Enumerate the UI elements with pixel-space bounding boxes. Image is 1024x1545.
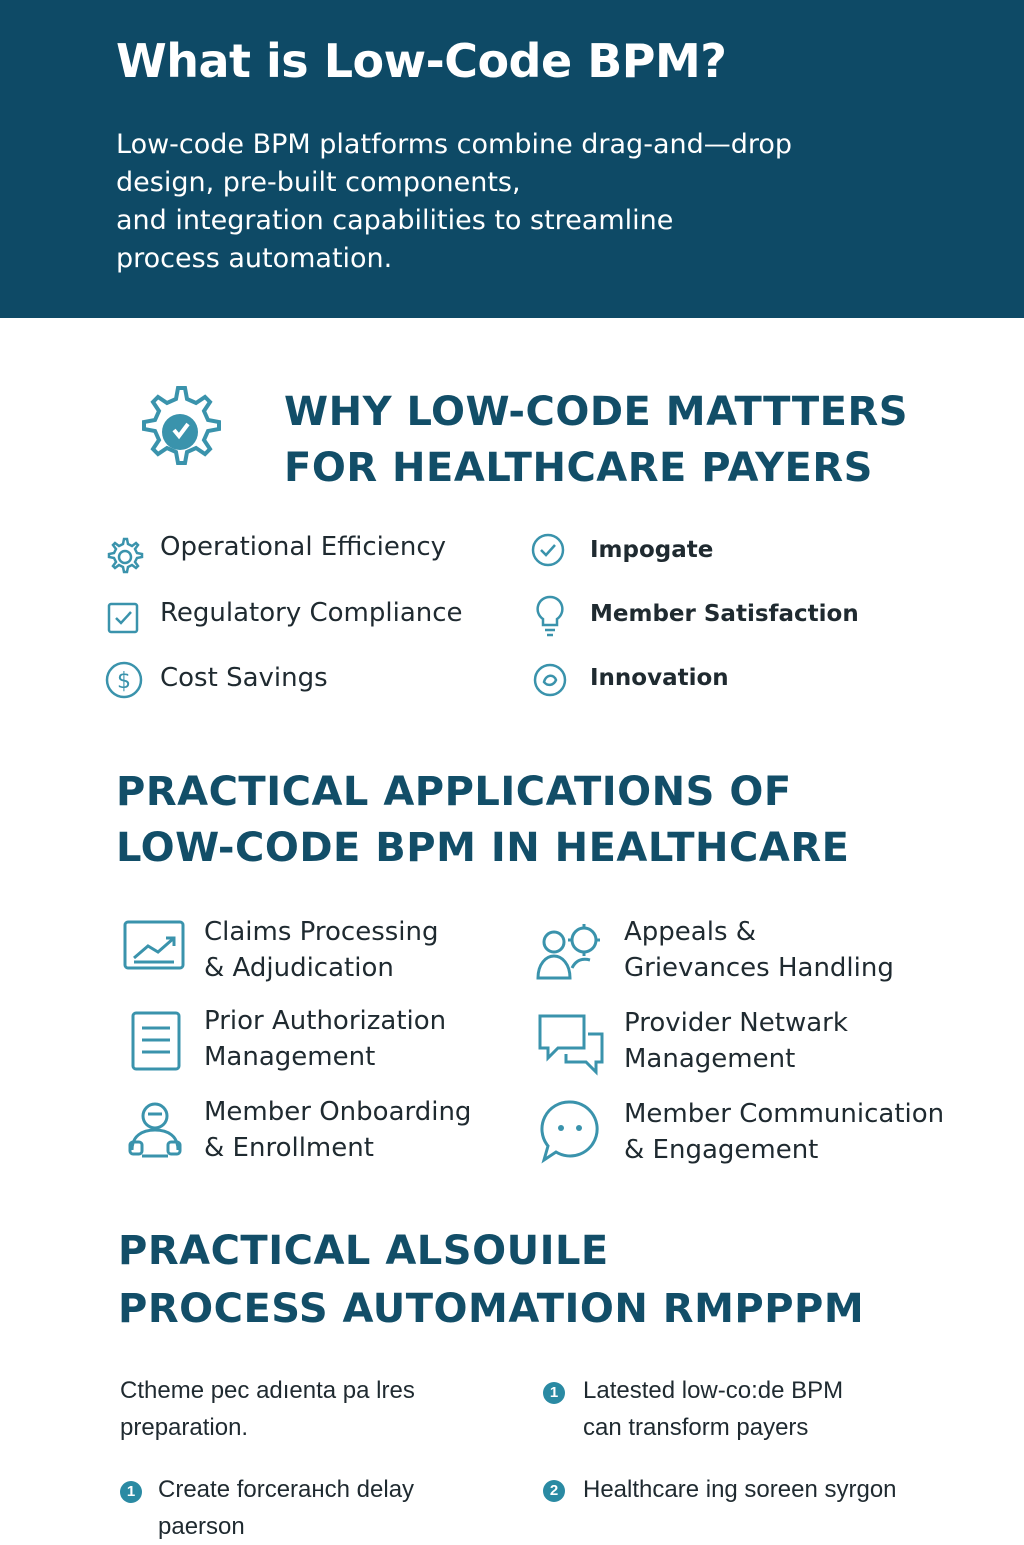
application-line: Management [624,1044,796,1074]
benefit-impogate: Impogate [590,537,714,563]
application-line: Prior Authorization [204,1006,447,1036]
application-provider-network [624,1005,848,1077]
automation-heading [118,1222,864,1338]
application-claims-processing [204,914,439,986]
application-line: Member Onboarding [204,1097,472,1127]
application-appeals-grievances [624,914,894,986]
body-line: Healthcare ing soreen syrgon [583,1476,897,1503]
intro-line: and integration capabilities to streamline [116,205,674,236]
gear-icon [130,382,226,478]
number-badge: 2 [543,1480,565,1502]
application-line: Grievances Handling [624,953,894,983]
svg-text:$: $ [117,669,131,694]
heading-line: FOR HEALTHCARE PAYERS [284,445,873,491]
automation-right-item-2 [583,1471,897,1508]
number-badge: 1 [543,1382,565,1404]
application-line: Member Communication [624,1099,945,1129]
application-line: & Adjudication [204,953,394,983]
number-badge: 1 [120,1481,142,1503]
application-prior-authorization [204,1003,446,1075]
chat-bubbles-icon [536,1010,606,1076]
body-line: Latested low-co:de BPM [583,1377,844,1404]
application-line: & Engagement [624,1135,819,1165]
chart-icon [122,918,188,976]
automation-right-item [583,1372,843,1446]
heading-line: LOW-CODE BPM IN HEALTHCARE [116,825,850,871]
gear-icon [104,536,144,576]
automation-left-item [158,1471,414,1545]
benefit-regulatory-compliance: Regulatory Compliance [160,598,463,628]
user-icon [126,1098,184,1162]
chat-icon [538,1098,602,1166]
header-banner [0,0,1024,318]
application-line: & Enrollment [204,1133,374,1163]
document-icon [130,1010,182,1072]
intro-line: process automation. [116,243,393,274]
body-line: can transform payers [583,1414,809,1441]
benefit-operational-efficiency: Operational Efficiency [160,532,447,562]
benefit-cost-savings: Cost Savings [160,663,328,693]
heading-line: PRACTICAL ALSOUILE [118,1228,609,1274]
application-member-communication [624,1096,944,1168]
target-icon [532,662,568,698]
heading-line: PROCESS AUTOMATION RMPPPM [118,1286,865,1332]
people-gear-icon [534,916,606,986]
heading-line: WHY LOW-CODE MATTTERS [284,389,909,435]
lightbulb-icon [534,594,566,638]
automation-left-text [120,1372,415,1446]
application-line: Claims Processing [204,917,439,947]
heading-line: PRACTICAL APPLICATIONS OF [116,769,792,815]
intro-text [116,126,836,278]
body-line: Create forcerанch delay [158,1476,415,1503]
body-line: paerson [158,1513,245,1540]
dollar-icon [104,660,144,700]
application-member-onboarding [204,1094,471,1166]
body-line: Ctheme pec adıenta pa lres [120,1377,415,1404]
benefit-member-satisfaction: Member Satisfaction [590,601,859,627]
application-line: Provider Netwark [624,1008,848,1038]
body-line: preparation. [120,1414,249,1441]
application-line: Appeals & [624,917,757,947]
application-line: Management [204,1042,376,1072]
check-circle-icon [530,532,568,570]
why-heading [284,384,908,496]
intro-line: Low-code BPM platforms combine drag-and—drop [116,129,793,160]
checkbox-icon [106,600,142,636]
page-title: What is Low-Code BPM? [116,34,727,88]
benefit-innovation: Innovation [590,665,729,691]
applications-heading [116,764,849,876]
intro-line: design, pre-built components, [116,167,521,198]
